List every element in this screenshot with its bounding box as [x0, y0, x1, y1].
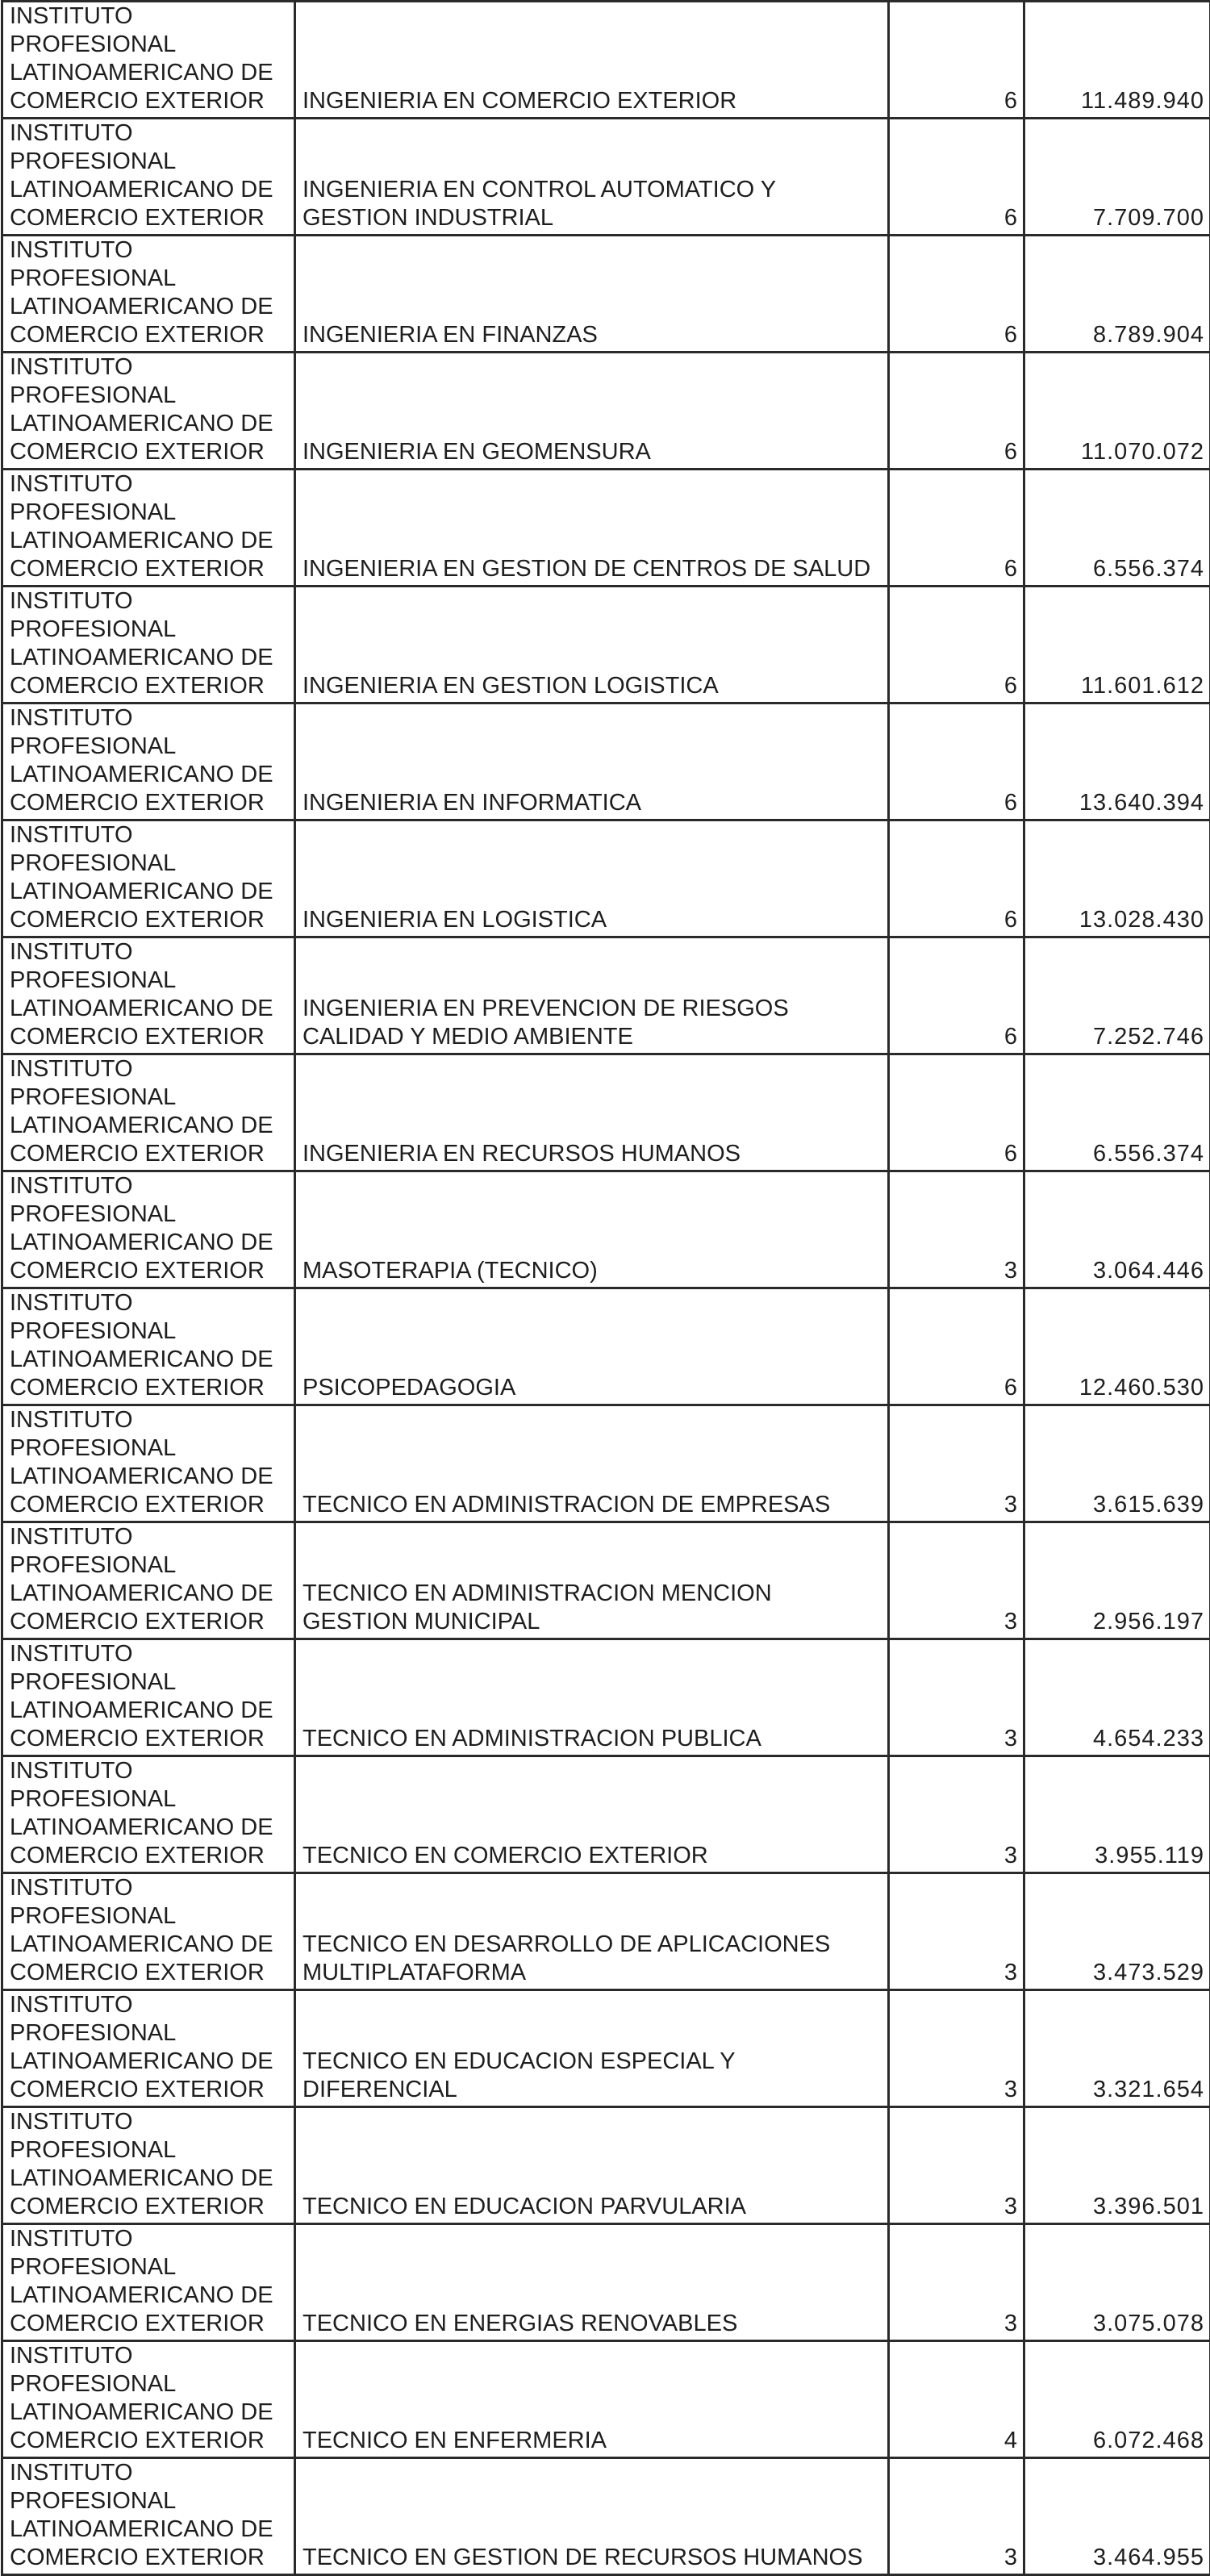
institution-cell: INSTITUTO PROFESIONAL LATINOAMERICANO DE COMERCIO EXTERIOR — [2, 1522, 295, 1639]
duration-cell: 4 — [889, 2341, 1024, 2458]
duration-cell: 3 — [889, 1990, 1024, 2107]
table-row — [2, 2341, 1210, 2458]
institution-cell: INSTITUTO PROFESIONAL LATINOAMERICANO DE COMERCIO EXTERIOR — [2, 703, 295, 820]
institution-cell: INSTITUTO PROFESIONAL LATINOAMERICANO DE COMERCIO EXTERIOR — [2, 2, 295, 119]
amount-cell: 3.473.529 — [1024, 1873, 1210, 1990]
institution-cell: INSTITUTO PROFESIONAL LATINOAMERICANO DE COMERCIO EXTERIOR — [2, 820, 295, 937]
duration-cell: 6 — [889, 1288, 1024, 1405]
institution-cell: INSTITUTO PROFESIONAL LATINOAMERICANO DE COMERCIO EXTERIOR — [2, 1054, 295, 1171]
institution-cell: INSTITUTO PROFESIONAL LATINOAMERICANO DE COMERCIO EXTERIOR — [2, 1639, 295, 1756]
program-cell: TECNICO EN EDUCACION ESPECIAL Y DIFERENCIAL — [295, 1990, 889, 2107]
table-row — [2, 1639, 1210, 1756]
amount-cell: 11.601.612 — [1024, 587, 1210, 703]
duration-cell: 6 — [889, 587, 1024, 703]
amount-cell: 11.070.072 — [1024, 353, 1210, 470]
duration-cell: 3 — [889, 1873, 1024, 1990]
table-row — [2, 470, 1210, 587]
duration-cell: 3 — [889, 2458, 1024, 2575]
amount-cell: 6.556.374 — [1024, 470, 1210, 587]
program-cell: INGENIERIA EN CONTROL AUTOMATICO Y GESTION INDUSTRIAL — [295, 119, 889, 236]
duration-cell: 6 — [889, 820, 1024, 937]
duration-cell: 3 — [889, 1639, 1024, 1756]
program-cell: INGENIERIA EN RECURSOS HUMANOS — [295, 1054, 889, 1171]
program-cell: PSICOPEDAGOGIA — [295, 1288, 889, 1405]
duration-cell: 6 — [889, 470, 1024, 587]
amount-cell: 13.640.394 — [1024, 703, 1210, 820]
amount-cell: 2.956.197 — [1024, 1522, 1210, 1639]
duration-cell: 6 — [889, 937, 1024, 1054]
institution-cell: INSTITUTO PROFESIONAL LATINOAMERICANO DE COMERCIO EXTERIOR — [2, 937, 295, 1054]
table-row — [2, 2224, 1210, 2341]
institution-cell: INSTITUTO PROFESIONAL LATINOAMERICANO DE COMERCIO EXTERIOR — [2, 2107, 295, 2224]
table-row — [2, 820, 1210, 937]
program-cell: TECNICO EN GESTION DE RECURSOS HUMANOS — [295, 2458, 889, 2575]
table-row — [2, 1873, 1210, 1990]
duration-cell: 6 — [889, 119, 1024, 236]
institution-cell: INSTITUTO PROFESIONAL LATINOAMERICANO DE COMERCIO EXTERIOR — [2, 353, 295, 470]
amount-cell: 3.464.955 — [1024, 2458, 1210, 2575]
duration-cell: 3 — [889, 1756, 1024, 1873]
institution-cell: INSTITUTO PROFESIONAL LATINOAMERICANO DE COMERCIO EXTERIOR — [2, 1873, 295, 1990]
program-cell: MASOTERAPIA (TECNICO) — [295, 1171, 889, 1288]
amount-cell: 3.064.446 — [1024, 1171, 1210, 1288]
amount-cell: 11.489.940 — [1024, 2, 1210, 119]
institution-cell: INSTITUTO PROFESIONAL LATINOAMERICANO DE COMERCIO EXTERIOR — [2, 1288, 295, 1405]
programs-table — [1, 0, 1210, 2576]
duration-cell: 3 — [889, 1171, 1024, 1288]
program-cell: TECNICO EN ADMINISTRACION MENCION GESTION MUNICIPAL — [295, 1522, 889, 1639]
program-cell: TECNICO EN ENERGIAS RENOVABLES — [295, 2224, 889, 2341]
duration-cell: 6 — [889, 353, 1024, 470]
table-body — [2, 2, 1210, 2575]
table-row — [2, 587, 1210, 703]
amount-cell: 8.789.904 — [1024, 236, 1210, 353]
program-cell: INGENIERIA EN PREVENCION DE RIESGOS CALIDAD Y MEDIO AMBIENTE — [295, 937, 889, 1054]
amount-cell: 6.556.374 — [1024, 1054, 1210, 1171]
table-row — [2, 353, 1210, 470]
institution-cell: INSTITUTO PROFESIONAL LATINOAMERICANO DE COMERCIO EXTERIOR — [2, 2458, 295, 2575]
amount-cell: 7.252.746 — [1024, 937, 1210, 1054]
table-row — [2, 1990, 1210, 2107]
table-row — [2, 1054, 1210, 1171]
program-cell: TECNICO EN ADMINISTRACION PUBLICA — [295, 1639, 889, 1756]
program-cell: INGENIERIA EN FINANZAS — [295, 236, 889, 353]
amount-cell: 3.075.078 — [1024, 2224, 1210, 2341]
program-cell: TECNICO EN COMERCIO EXTERIOR — [295, 1756, 889, 1873]
institution-cell: INSTITUTO PROFESIONAL LATINOAMERICANO DE COMERCIO EXTERIOR — [2, 1756, 295, 1873]
institution-cell: INSTITUTO PROFESIONAL LATINOAMERICANO DE COMERCIO EXTERIOR — [2, 119, 295, 236]
program-cell: TECNICO EN ENFERMERIA — [295, 2341, 889, 2458]
institution-cell: INSTITUTO PROFESIONAL LATINOAMERICANO DE COMERCIO EXTERIOR — [2, 1990, 295, 2107]
table-row — [2, 1756, 1210, 1873]
institution-cell: INSTITUTO PROFESIONAL LATINOAMERICANO DE COMERCIO EXTERIOR — [2, 2341, 295, 2458]
institution-cell: INSTITUTO PROFESIONAL LATINOAMERICANO DE COMERCIO EXTERIOR — [2, 2224, 295, 2341]
amount-cell: 12.460.530 — [1024, 1288, 1210, 1405]
program-cell: INGENIERIA EN GEOMENSURA — [295, 353, 889, 470]
duration-cell: 6 — [889, 1054, 1024, 1171]
duration-cell: 6 — [889, 703, 1024, 820]
program-cell: TECNICO EN DESARROLLO DE APLICACIONES MULTIPLATAFORMA — [295, 1873, 889, 1990]
amount-cell: 3.955.119 — [1024, 1756, 1210, 1873]
table-row — [2, 119, 1210, 236]
table-row — [2, 937, 1210, 1054]
institution-cell: INSTITUTO PROFESIONAL LATINOAMERICANO DE COMERCIO EXTERIOR — [2, 587, 295, 703]
institution-cell: INSTITUTO PROFESIONAL LATINOAMERICANO DE COMERCIO EXTERIOR — [2, 470, 295, 587]
program-cell: INGENIERIA EN LOGISTICA — [295, 820, 889, 937]
amount-cell: 3.396.501 — [1024, 2107, 1210, 2224]
table-row — [2, 2, 1210, 119]
institution-cell: INSTITUTO PROFESIONAL LATINOAMERICANO DE COMERCIO EXTERIOR — [2, 1171, 295, 1288]
amount-cell: 3.615.639 — [1024, 1405, 1210, 1522]
duration-cell: 6 — [889, 236, 1024, 353]
program-cell: INGENIERIA EN GESTION LOGISTICA — [295, 587, 889, 703]
duration-cell: 3 — [889, 1522, 1024, 1639]
amount-cell: 4.654.233 — [1024, 1639, 1210, 1756]
program-cell: TECNICO EN ADMINISTRACION DE EMPRESAS — [295, 1405, 889, 1522]
program-cell: INGENIERIA EN INFORMATICA — [295, 703, 889, 820]
program-cell: INGENIERIA EN COMERCIO EXTERIOR — [295, 2, 889, 119]
duration-cell: 3 — [889, 1405, 1024, 1522]
amount-cell: 13.028.430 — [1024, 820, 1210, 937]
amount-cell: 6.072.468 — [1024, 2341, 1210, 2458]
amount-cell: 7.709.700 — [1024, 119, 1210, 236]
table-row — [2, 2458, 1210, 2575]
table-row — [2, 1405, 1210, 1522]
program-cell: INGENIERIA EN GESTION DE CENTROS DE SALUD — [295, 470, 889, 587]
program-cell: TECNICO EN EDUCACION PARVULARIA — [295, 2107, 889, 2224]
table-row — [2, 2107, 1210, 2224]
duration-cell: 3 — [889, 2107, 1024, 2224]
table-row — [2, 1171, 1210, 1288]
duration-cell: 6 — [889, 2, 1024, 119]
table-row — [2, 1288, 1210, 1405]
institution-cell: INSTITUTO PROFESIONAL LATINOAMERICANO DE COMERCIO EXTERIOR — [2, 236, 295, 353]
institution-cell: INSTITUTO PROFESIONAL LATINOAMERICANO DE COMERCIO EXTERIOR — [2, 1405, 295, 1522]
duration-cell: 3 — [889, 2224, 1024, 2341]
table-row — [2, 236, 1210, 353]
table-row — [2, 703, 1210, 820]
amount-cell: 3.321.654 — [1024, 1990, 1210, 2107]
table-row — [2, 1522, 1210, 1639]
